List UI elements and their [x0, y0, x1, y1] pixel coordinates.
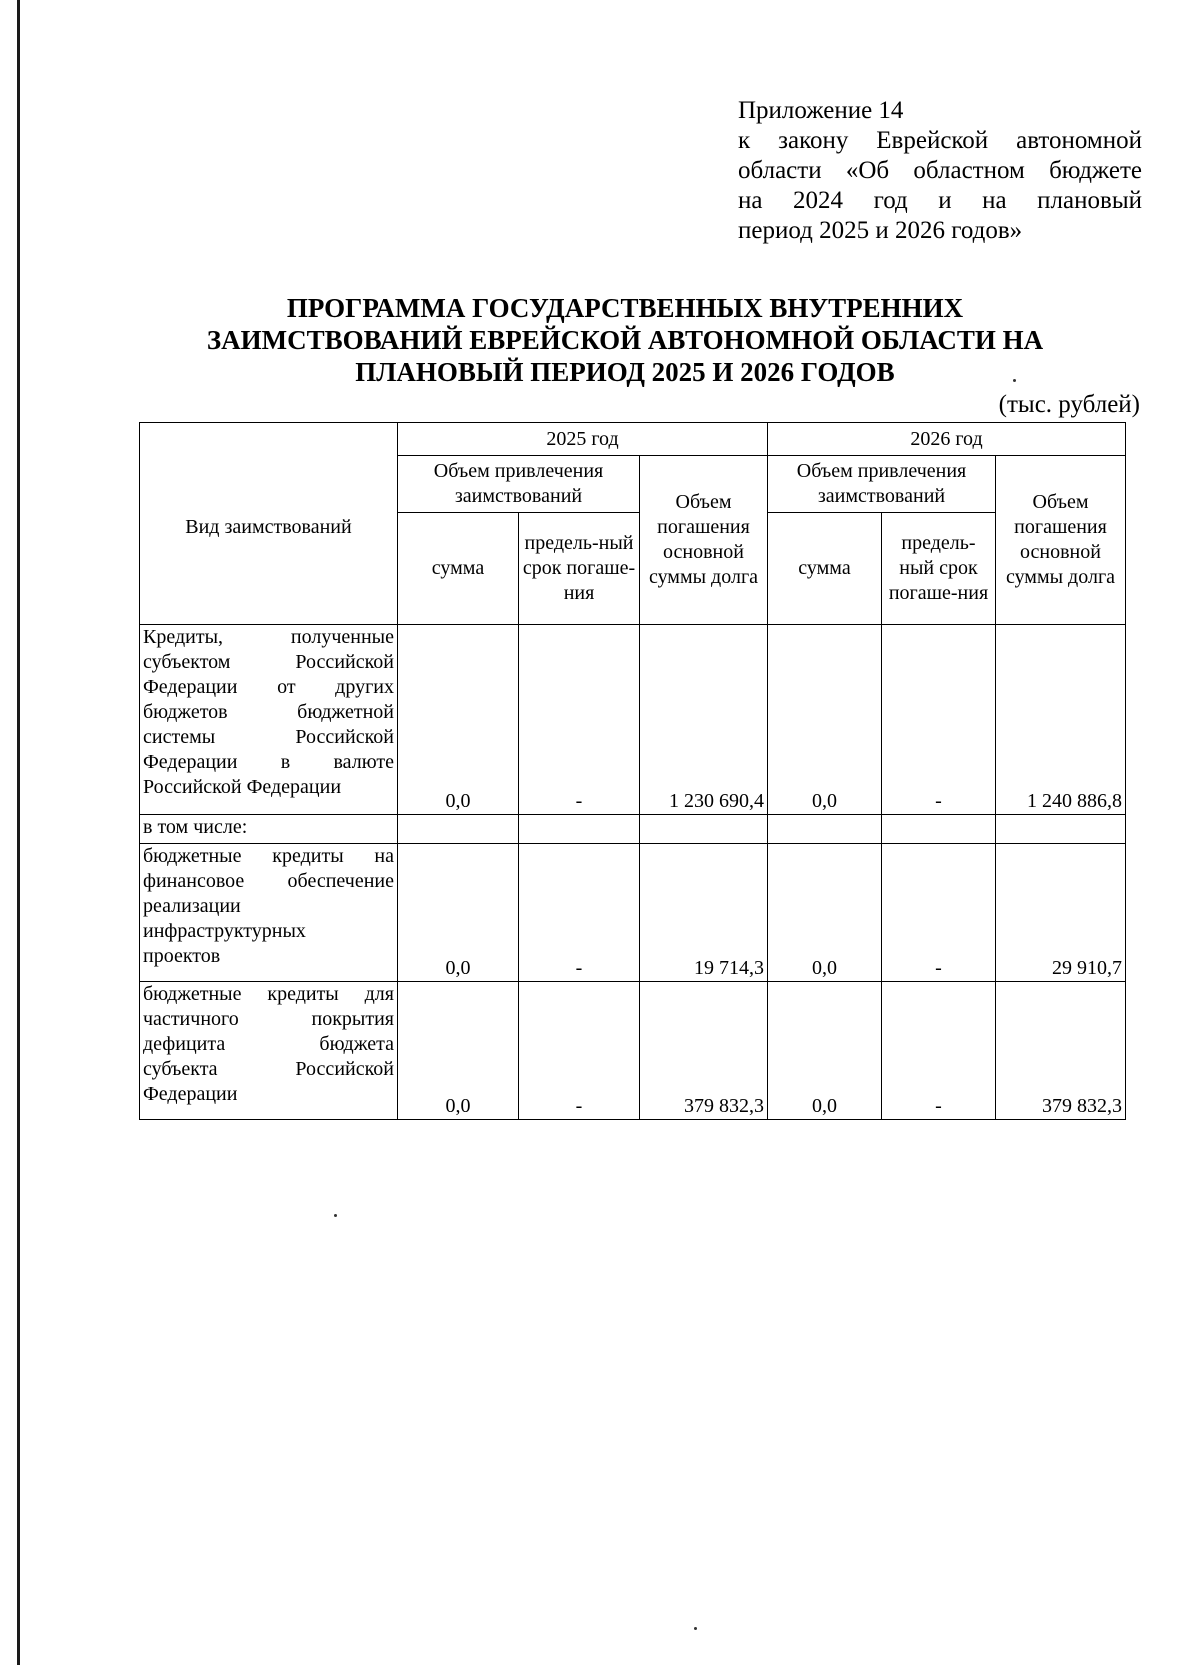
row-description: [140, 844, 398, 982]
description-line: финансовое обеспечение: [143, 870, 394, 892]
description-line: инфраструктурных: [143, 920, 306, 942]
header-term-2026: предель-ный срок погаше-ния: [882, 513, 996, 625]
description-line: в том числе:: [143, 816, 248, 838]
table-row: [140, 625, 1126, 815]
scan-edge: [17, 0, 20, 1665]
sum-2025-cell: [398, 815, 519, 844]
sum-2025-cell: 0,0: [398, 844, 519, 982]
header-year-2026: 2026 год: [768, 423, 1126, 456]
description-line: Федерации: [143, 1083, 238, 1105]
scan-speck: [694, 1627, 697, 1630]
scan-speck: [1013, 379, 1016, 382]
term-2026-cell: -: [882, 625, 996, 815]
term-2025-cell: -: [519, 625, 640, 815]
appendix-line: Приложение 14: [738, 97, 904, 124]
header-attract-2026: Объем привлечения заимствований: [768, 456, 996, 513]
table-row: [140, 844, 1126, 982]
repay-2026-cell: [996, 815, 1126, 844]
description-line: реализации: [143, 895, 241, 917]
description-line: Кредиты, полученные: [143, 626, 394, 648]
sum-2026-cell: 0,0: [768, 625, 882, 815]
sum-2026-cell: [768, 815, 882, 844]
description-line: бюджетов бюджетной: [143, 701, 394, 723]
repay-2025-cell: [640, 815, 768, 844]
sum-2026-cell: 0,0: [768, 982, 882, 1120]
description-line: частичного покрытия: [143, 1008, 394, 1030]
appendix-line: на 2024 год и на плановый: [738, 187, 1142, 214]
term-2026-cell: [882, 815, 996, 844]
units-label: (тыс. рублей): [998, 391, 1140, 418]
appendix-reference: [738, 96, 1142, 246]
title-line: ЗАИМСТВОВАНИЙ ЕВРЕЙСКОЙ АВТОНОМНОЙ ОБЛАСТИ НА: [206, 325, 1044, 355]
description-line: проектов: [143, 945, 221, 967]
appendix-line: области «Об областном бюджете: [738, 157, 1142, 184]
title-line: ПЛАНОВЫЙ ПЕРИОД 2025 И 2026 ГОДОВ: [355, 357, 895, 387]
borrowing-table: [139, 422, 1126, 1120]
appendix-line: к закону Еврейской автономной: [738, 127, 1142, 154]
description-line: субъекта Российской: [143, 1058, 394, 1080]
repay-2026-cell: 379 832,3: [996, 982, 1126, 1120]
table-row: [140, 982, 1126, 1120]
header-kind: Вид заимствований: [140, 423, 398, 625]
sum-2025-cell: 0,0: [398, 625, 519, 815]
appendix-line: период 2025 и 2026 годов»: [738, 217, 1023, 244]
description-line: Федерации от других: [143, 676, 394, 698]
repay-2026-cell: 29 910,7: [996, 844, 1126, 982]
header-repay-2026: Объем погашения основной суммы долга: [996, 456, 1126, 625]
repay-2026-cell: 1 240 886,8: [996, 625, 1126, 815]
scan-speck: [334, 1214, 337, 1217]
description-line: бюджетные кредиты на: [143, 845, 394, 867]
repay-2025-cell: 19 714,3: [640, 844, 768, 982]
description-line: Российской Федерации: [143, 776, 342, 798]
document-title: [150, 292, 1100, 388]
description-line: бюджетные кредиты для: [143, 983, 394, 1005]
table-body: [140, 625, 1126, 1120]
sum-2025-cell: 0,0: [398, 982, 519, 1120]
header-repay-2025: Объем погашения основной суммы долга: [640, 456, 768, 625]
table-row: [140, 815, 1126, 844]
term-2025-cell: -: [519, 844, 640, 982]
term-2025-cell: [519, 815, 640, 844]
repay-2025-cell: 1 230 690,4: [640, 625, 768, 815]
header-sum-2026: сумма: [768, 513, 882, 625]
description-line: Федерации в валюте: [143, 751, 394, 773]
description-line: субъектом Российской: [143, 651, 394, 673]
row-description: [140, 815, 398, 844]
term-2026-cell: -: [882, 844, 996, 982]
header-term-2025: предель-ный срок погаше-ния: [519, 513, 640, 625]
header-sum-2025: сумма: [398, 513, 519, 625]
repay-2025-cell: 379 832,3: [640, 982, 768, 1120]
header-year-2025: 2025 год: [398, 423, 768, 456]
row-description: [140, 982, 398, 1120]
header-attract-2025: Объем привлечения заимствований: [398, 456, 640, 513]
sum-2026-cell: 0,0: [768, 844, 882, 982]
term-2025-cell: -: [519, 982, 640, 1120]
row-description: [140, 625, 398, 815]
description-line: дефицита бюджета: [143, 1033, 394, 1055]
description-line: системы Российской: [143, 726, 394, 748]
term-2026-cell: -: [882, 982, 996, 1120]
title-line: ПРОГРАММА ГОСУДАРСТВЕННЫХ ВНУТРЕННИХ: [286, 293, 964, 323]
